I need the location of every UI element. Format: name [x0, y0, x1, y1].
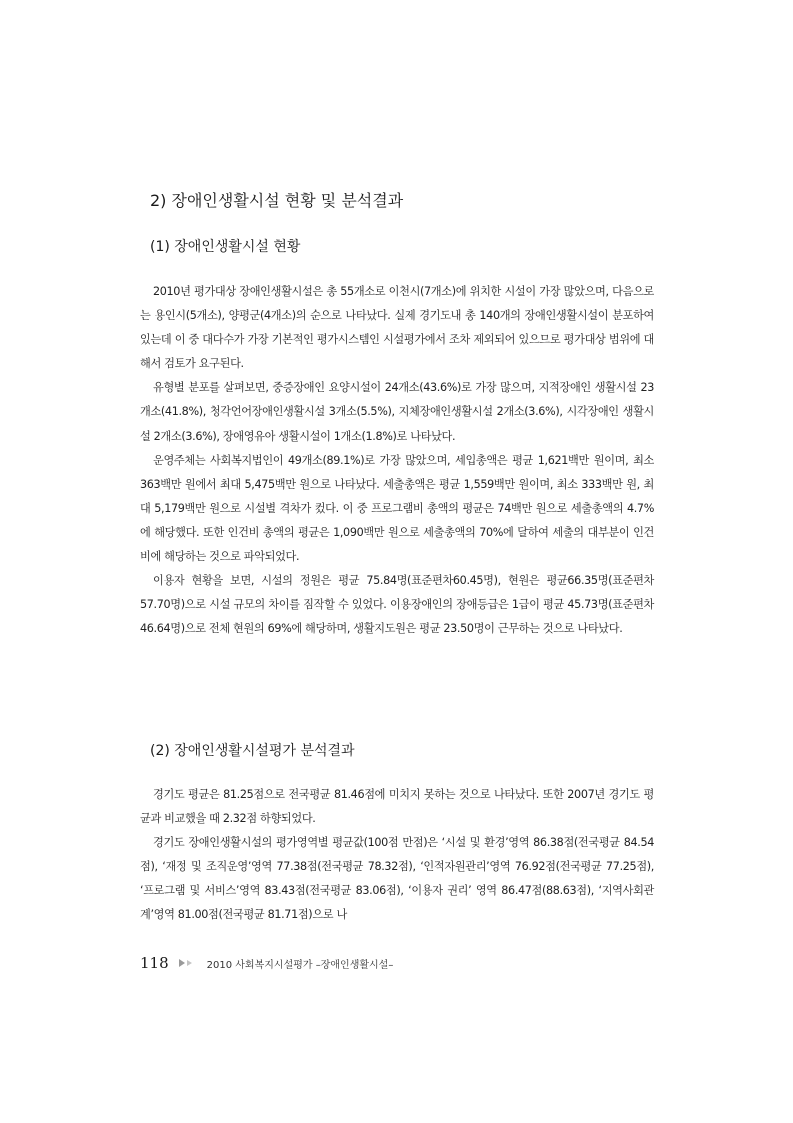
footer-title: 2010 사회복지시설평가 –장애인생활시설–: [206, 959, 394, 971]
section-heading: 2) 장애인생활시설 현황 및 분석결과: [150, 191, 404, 210]
paragraph-average-score: 경기도 평균은 81.25점으로 전국평균 81.46점에 미치지 못하는 것으로 나타났다. 또한 2007년 경기도 평균과 비교했을 때 2.32점 하향되었다.: [140, 788, 654, 826]
results-body: [140, 783, 654, 928]
paragraph-operator-finance: 운영주체는 사회복지법인이 49개소(89.1%)로 가장 많았으며, 세입총액은 평균 1,621백만 원이며, 최소 363백만 원에서 최대 5,475백만 원으로 나타났다. 세출총액은 평균 1,559백만 원이며, 최소 333백만 원, 최대 5,179백만 원으로 시설별 격차가 컸다. 이 중 프로그램비 총액의 평균은 74백만 원으로 세출총액의 4.7%에 해당했다. 또한 인건비 총액의 평균은 1,090백만 원으로 세출총액의 70%에 달하여 세출의 대부분이 인건비에 해당하는 것으로 파악되었다.: [140, 453, 654, 564]
paragraph-type-distribution: 유형별 분포를 살펴보면, 중증장애인 요양시설이 24개소(43.6%)로 가장 많으며, 지적장애인 생활시설 23개소(41.8%), 청각언어장애인생활시설 3개소(5.5%), 지체장애인생활시설 2개소(3.6%), 시각장애인 생활시설 2개소(3.6%), 장애영유아 생활시설이 1개소(1.8%)로 나타났다.: [140, 381, 654, 443]
paragraph-user-status: 이용자 현황을 보면, 시설의 정원은 평균 75.84명(표준편차60.45명), 현원은 평균66.35명(표준편차 57.70명)으로 시설 규모의 차이를 짐작할 수 있었다. 이용장애인의 장애등급은 1급이 평균 45.73명(표준편차 46.64명)으로 전체 현원의 69%에 해당하며, 생활지도원은 평균 23.50명이 근무하는 것으로 나타났다.: [140, 574, 654, 636]
double-triangle-right-icon: [179, 959, 195, 967]
page-number: 118: [140, 954, 169, 972]
paragraph-facility-count: 2010년 평가대상 장애인생활시설은 총 55개소로 이천시(7개소)에 위치한 시설이 가장 많았으며, 다음으로는 용인시(5개소), 양평군(4개소)의 순으로 나타났다. 실제 경기도내 총 140개의 장애인생활시설이 분포하여 있는데 이 중 대다수가 가장 기본적인 평가시스템인 시설평가에서 조차 제외되어 있으므로 평가대상 범위에 대해서 검토가 요구된다.: [140, 285, 654, 371]
paragraph-area-scores: 경기도 장애인생활시설의 평가영역별 평균값(100점 만점)은 ‘시설 및 환경’영역 86.38점(전국평균 84.54점), ‘재정 및 조직운영’영역 77.38점(전국평균 78.32점), ‘인적자원관리’영역 76.92점(전국평균 77.25점), ‘프로그램 및 서비스’영역 83.43점(전국평균 83.06점), ‘이용자 권리’ 영역 86.47점(88.63점), ‘지역사회관계’영역 81.00점(전국평균 81.71점)으로 나: [140, 836, 654, 922]
subsection-heading-status: (1) 장애인생활시설 현황: [150, 239, 301, 255]
page-footer: [140, 954, 393, 972]
status-body: [140, 280, 654, 641]
subsection-heading-results: (2) 장애인생활시설평가 분석결과: [150, 743, 355, 759]
